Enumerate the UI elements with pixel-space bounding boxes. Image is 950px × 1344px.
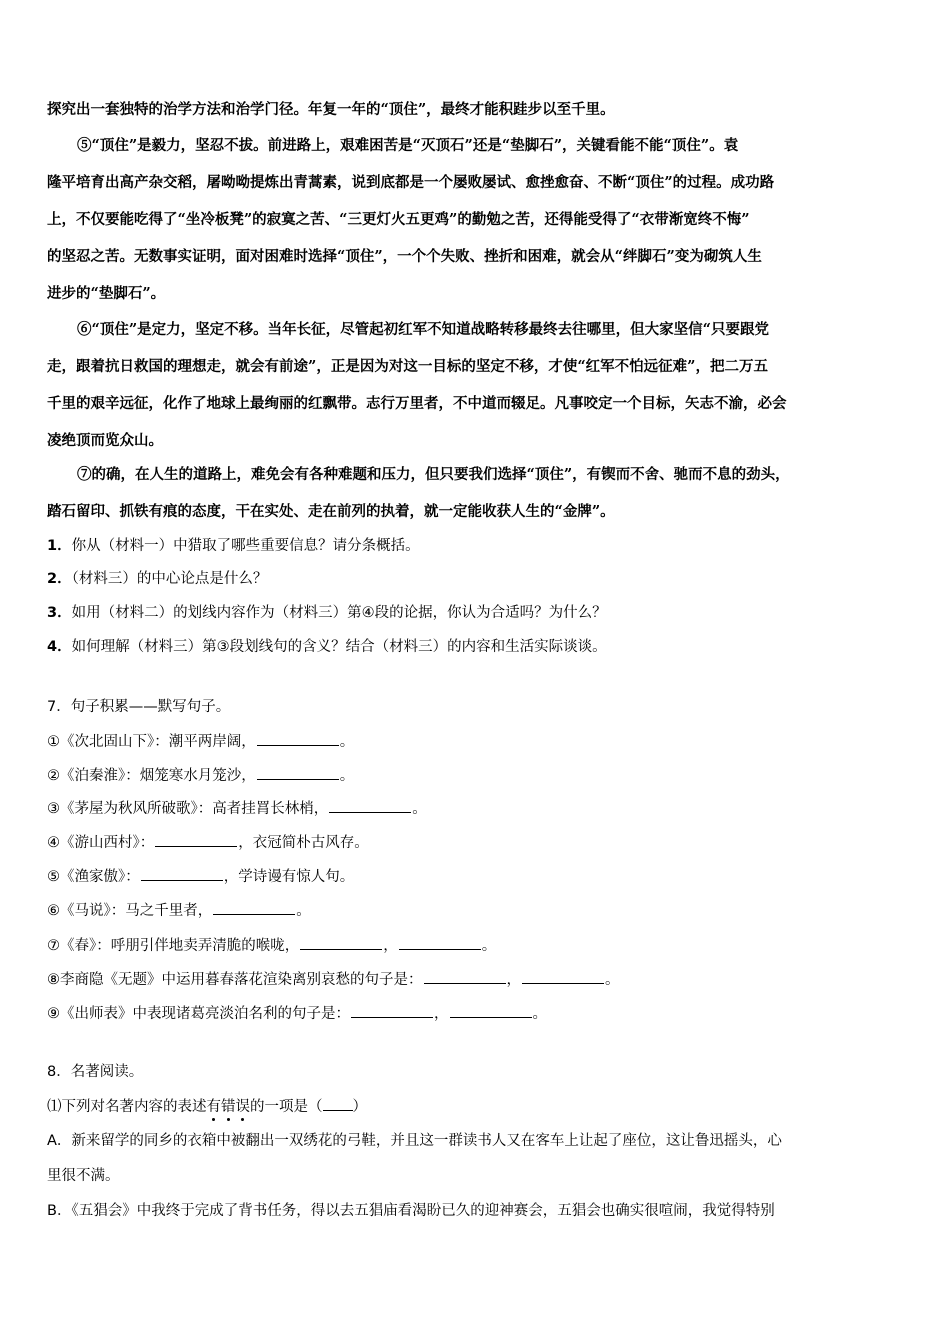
q7-item-suffix: 。 xyxy=(605,972,620,988)
q7-item xyxy=(47,1003,547,1024)
fill-blank[interactable] xyxy=(399,935,481,950)
q7-item xyxy=(47,798,427,819)
question-4: 4．如何理解（材料三）第③段划线句的含义？结合（材料三）的内容和生活实际谈谈。 xyxy=(47,639,607,655)
q7-item-separator: ， xyxy=(434,1006,449,1022)
q7-title: 7．句子积累——默写句子。 xyxy=(47,699,231,715)
q7-item-suffix: 。 xyxy=(412,801,427,817)
option-a-line-2: 里很不满。 xyxy=(47,1168,120,1184)
q7-item-suffix: ，学诗谩有惊人句。 xyxy=(223,869,355,885)
q7-item-prompt: ①《次北固山下》：潮平两岸阔， xyxy=(47,734,256,750)
emphasis-dotted-text xyxy=(207,1099,251,1115)
paragraph-5-line-1: ⑤“顶住”是毅力，坚忍不拔。前进路上，艰难困苦是“灭顶石”还是“垫脚石”，关键看能不能“顶住”。袁 xyxy=(77,137,739,154)
paragraph-7-line-1: ⑦的确，在人生的道路上，难免会有各种难题和压力，但只要我们选择“顶住”，有锲而不舍、驰而不息的劲头， xyxy=(77,466,790,483)
q7-item-prompt: ⑦《春》：呼朋引伴地卖弄清脆的喉咙， xyxy=(47,938,300,954)
q7-item-suffix: 。 xyxy=(339,734,355,750)
paragraph-5-line-4: 的坚忍之苦。无数事实证明，面对困难时选择“顶住”，一个个失败、挫折和困难，就会从“绊脚石”变为砌筑人生 xyxy=(47,248,762,265)
q7-item-prompt: ⑧李商隐《无题》中运用暮春落花渲染离别哀愁的句子是： xyxy=(47,972,423,988)
question-2: 2．（材料三）的中心论点是什么？ xyxy=(47,571,268,587)
fill-blank[interactable] xyxy=(300,935,382,950)
fill-blank[interactable] xyxy=(450,1003,532,1018)
q7-item-suffix: 。 xyxy=(339,768,355,784)
paragraph-6-line-1: ⑥“顶住”是定力，坚定不移。当年长征，尽管起初红军不知道战略转移最终去往哪里，但大家坚信“只要跟党 xyxy=(77,321,770,338)
q8-subquestion-1: ⑴下列对名著内容的表述有错误的一项是（ ） xyxy=(47,1096,367,1117)
q8-title: 8．名著阅读。 xyxy=(47,1064,144,1080)
q7-item-suffix: 。 xyxy=(532,1006,547,1022)
q7-item xyxy=(47,969,620,990)
question-3: 3．如用（材料二）的划线内容作为（材料三）第④段的论据，你认为合适吗？为什么？ xyxy=(47,605,607,621)
paragraph-7-line-2: 踏石留印、抓铁有痕的态度，干在实处、走在前列的执着，就一定能收获人生的“金牌”。 xyxy=(47,503,615,520)
q7-item-separator: ， xyxy=(383,938,398,954)
q7-item-prompt: ④《游山西村》： xyxy=(47,835,155,851)
q7-item-suffix: ，衣冠简朴古风存。 xyxy=(238,835,369,851)
q7-item-prompt: ②《泊秦淮》：烟笼寒水月笼沙， xyxy=(47,768,256,784)
fill-blank[interactable] xyxy=(329,798,411,813)
fill-blank[interactable] xyxy=(213,900,295,915)
q7-item xyxy=(47,765,354,786)
option-b-line-1: B．《五猖会》中我终于完成了背书任务，得以去五猖庙看渴盼已久的迎神赛会，五猖会也确实很喧闹，我觉得特别 xyxy=(47,1203,775,1219)
paragraph-6-line-4: 凌绝顶而览众山。 xyxy=(47,432,163,449)
paragraph-5-line-3: 上，不仅要能吃得了“坐冷板凳”的寂寞之苦、“三更灯火五更鸡”的勤勉之苦，还得能受得了“衣带渐宽终不悔” xyxy=(47,211,750,228)
paragraph-6-line-2: 走，跟着抗日救国的理想走，就会有前途”，正是因为对这一目标的坚定不移，才使“红军不怕远征难”，把二万五 xyxy=(47,358,769,375)
paragraph-5-line-2: 隆平培育出高产杂交稻，屠呦呦提炼出青蒿素，说到底都是一个屡败屡试、愈挫愈奋、不断“顶住”的过程。成功路 xyxy=(47,174,775,191)
q7-item xyxy=(47,900,311,921)
emphasis-char: 误 xyxy=(235,1099,250,1115)
fill-blank[interactable] xyxy=(257,731,339,746)
q7-item-prompt: ③《茅屋为秋风所破歌》：高者挂罥长林梢， xyxy=(47,801,329,817)
fill-blank[interactable] xyxy=(351,1003,433,1018)
option-a-line-1: A．新来留学的同乡的衣箱中被翻出一双绣花的弓鞋，并且这一群读书人又在客车上让起了座位，这让鲁迅摇头，心 xyxy=(47,1133,782,1149)
q7-item xyxy=(47,731,354,752)
q7-item-prompt: ⑨《出师表》中表现诸葛亮淡泊名利的句子是： xyxy=(47,1006,350,1022)
fill-blank[interactable] xyxy=(257,765,339,780)
emphasis-char: 有 xyxy=(206,1099,221,1115)
fill-blank[interactable] xyxy=(141,866,223,881)
fill-blank[interactable] xyxy=(424,969,506,984)
q7-item-suffix: 。 xyxy=(481,938,497,954)
paragraph-5-line-5: 进步的“垫脚石”。 xyxy=(47,285,166,302)
q7-item-prompt: ⑥《马说》：马之千里者， xyxy=(47,903,213,919)
answer-blank[interactable] xyxy=(323,1096,353,1111)
q7-item xyxy=(47,935,496,956)
fill-blank[interactable] xyxy=(155,832,237,847)
paragraph-6-line-3: 千里的艰辛远征，化作了地球上最绚丽的红飘带。志行万里者，不中道而辍足。凡事咬定一个目标，矢志不渝，必会 xyxy=(47,395,787,412)
question-1: 1．你从（材料一）中猎取了哪些重要信息？请分条概括。 xyxy=(47,538,420,554)
paragraph-4-end: 探究出一套独特的治学方法和治学门径。年复一年的“顶住”，最终才能积跬步以至千里。 xyxy=(47,101,615,118)
emphasis-char: 错 xyxy=(221,1099,236,1115)
q7-item-suffix: 。 xyxy=(296,903,311,919)
q7-item-separator: ， xyxy=(506,972,521,988)
q7-item-prompt: ⑤《渔家傲》： xyxy=(47,869,140,885)
q7-item xyxy=(47,832,369,853)
fill-blank[interactable] xyxy=(522,969,604,984)
q7-item xyxy=(47,866,354,887)
